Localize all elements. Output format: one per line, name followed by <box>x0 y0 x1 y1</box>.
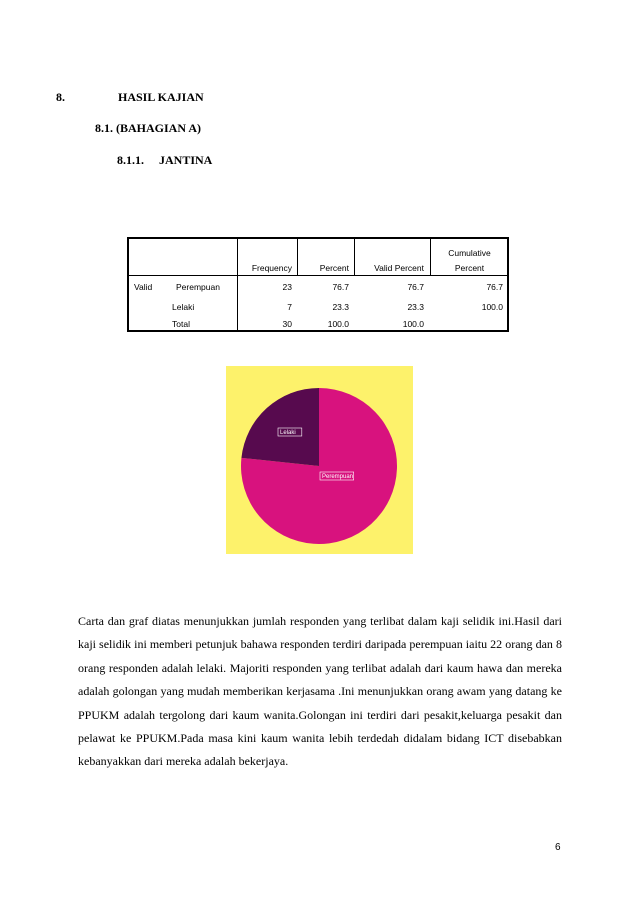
row-label: Perempuan <box>176 282 220 292</box>
page-number: 6 <box>555 842 561 853</box>
row-frequency: 23 <box>282 282 292 292</box>
pie-chart <box>226 366 413 554</box>
frequency-table <box>127 237 509 332</box>
subsubsection-title: JANTINA <box>159 153 213 167</box>
body-paragraph: Carta dan graf diatas menunjukkan jumlah responden yang terlibat dalam kaji selidik ini.Hasil dari kaji selidik ini memberi petunjuk bahawa responden terdiri daripada perempuan iaitu 22 orang dan 8 orang responden adalah lelaki. Majoriti responden yang terlibat adalah dari kaum hawa dan mereka adalah golongan yang mudah memberikan kerjasama .Ini menunjukkan orang awam yang datang ke PPUKM adalah tergolong dari kaum wanita.Golongan ini terdiri dari pesakit,keluarga pesakit dan pelawat ke PPUKM.Pada masa kini kaum wanita lebih terdedah didalam bidang ICT disebabkan kebanyakkan dari mereka adalah bekerjaya. <box>78 614 562 769</box>
table-header-divider <box>127 275 509 276</box>
row-valid-percent: 76.7 <box>407 282 424 292</box>
header-percent: Percent <box>319 263 349 273</box>
row-cumulative: 76.7 <box>486 282 503 292</box>
row-cumulative: 100.0 <box>481 302 503 312</box>
row-percent: 76.7 <box>332 282 349 292</box>
svg-text:Lelaki: Lelaki <box>280 430 296 436</box>
table-group-label: Valid <box>134 282 153 292</box>
pie-slice-lelaki <box>241 388 319 466</box>
header-cumulative: Cumulative <box>448 248 491 258</box>
table-border-top <box>127 237 509 239</box>
header-frequency: Frequency <box>251 263 292 273</box>
svg-text:Perempuan: Perempuan <box>322 474 354 480</box>
pie-chart-svg <box>226 366 413 554</box>
row-valid-percent: 23.3 <box>407 302 424 312</box>
header-valid-percent: Valid Percent <box>374 263 424 273</box>
row-percent: 100.0 <box>327 319 349 329</box>
section-number: 8. <box>56 90 65 104</box>
row-label: Lelaki <box>172 302 195 312</box>
row-valid-percent: 100.0 <box>402 319 424 329</box>
table-border-left <box>127 237 129 332</box>
table-border-bottom <box>127 330 509 332</box>
row-label: Total <box>172 319 190 329</box>
row-frequency: 7 <box>287 302 292 312</box>
subsubsection-number: 8.1.1. <box>117 153 144 167</box>
section-title: HASIL KAJIAN <box>118 90 204 104</box>
header-cumulative-percent: Percent <box>454 263 485 273</box>
row-frequency: 30 <box>282 319 292 329</box>
subsection-title: 8.1. (BAHAGIAN A) <box>95 121 202 135</box>
pie-label-perempuan <box>320 472 354 480</box>
row-percent: 23.3 <box>332 302 349 312</box>
